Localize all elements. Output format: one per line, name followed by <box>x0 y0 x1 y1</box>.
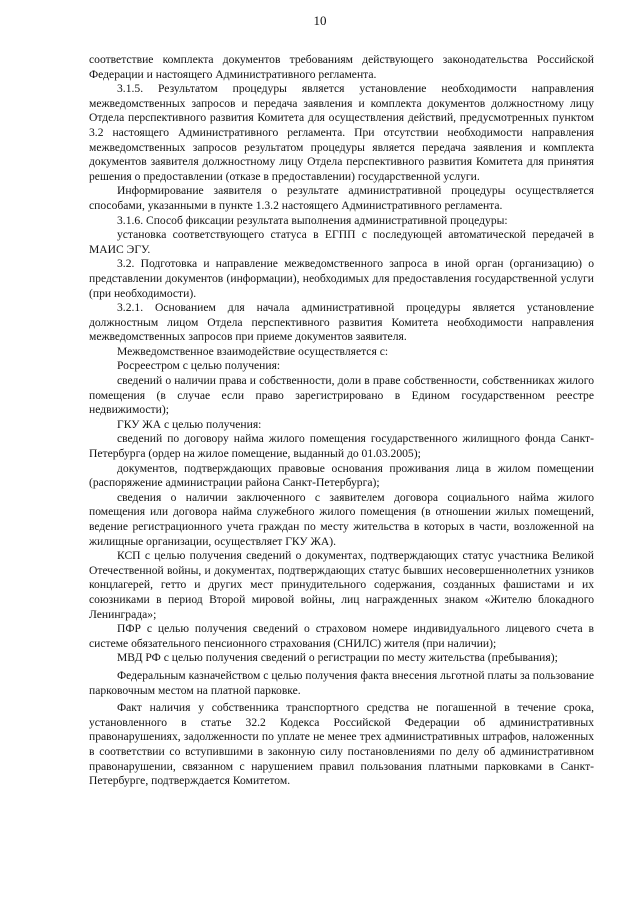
paragraph-status-setting: установка соответствующего статуса в ЕГПП с последующей автоматической передачей в МАИС ЭГУ. <box>89 228 594 256</box>
paragraph-mvd: МВД РФ с целью получения сведений о регистрации по месту жительства (пребывания); <box>117 651 558 665</box>
paragraph-rosreestr: Росреестром с целью получения: <box>117 359 281 373</box>
paragraph-ksp: КСП с целью получения сведений о документах, подтверждающих статус участника Великой Отечественной войны, и документах, подтверждающих статус бывших несовершеннолетних узников концлагерей, гетто и других мест принудительного содержания, созданных фашистами и их союзниками в период Второй мировой войны, лиц награжденных знаком «Жителю блокадного Ленинграда»; <box>89 549 594 621</box>
paragraph-residence-documents: документов, подтверждающих правовые основания проживания лица в жилом помещении (распоряжение администрации района Санкт-Петербурга); <box>89 461 594 490</box>
document-body <box>89 53 594 789</box>
paragraph-3-1-5: 3.1.5. Результатом процедуры является установление необходимости направления межведомственных запросов и передача заявления и комплекта документов должностному лицу Отдела перспективного развития Комитета для осуществления действий, предусмотренных пунктом 3.2 настоящего Административного регламента. При отсутствии необходимости направления межведомственных запросов результатом процедуры является передача заявления и комплекта документов заявителя должностному лицу Отдела перспективного развития Комитета для принятия решения о предоставлении (отказе в предоставлении) государственной услуги. <box>89 82 594 183</box>
paragraph-interaction: Межведомственное взаимодействие осуществляется с: <box>117 344 389 358</box>
paragraph-ownership: сведений о наличии права и собственности, доли в праве собственности, собственниках жилого помещения (в случае если право зарегистрировано в Едином государственном реестре недвижимости); <box>89 374 594 417</box>
paragraph-gku-zha: ГКУ ЖА с целью получения: <box>117 417 262 431</box>
paragraph-fines: Факт наличия у собственника транспортного средства не погашенной в течение срока, установленного в статье 32.2 Кодекса Российской Федерации об административных правонарушениях, задолженности по уплате не менее трех административных штрафов, наложенных в соответствии со вступившими в законную силу постановлениями по делу об административном правонарушении, связанном с нарушением правил пользования платными парковками в Санкт-Петербурге, подтверждается Комитетом. <box>89 701 594 788</box>
paragraph-informing: Информирование заявителя о результате административной процедуры осуществляется способами, указанными в пункте 1.3.2 настоящего Административного регламента. <box>89 184 594 212</box>
paragraph-1: соответствие комплекта документов требованиям действующего законодательства Российской Федерации и настоящего Административного регламента. <box>89 53 594 81</box>
paragraph-social-lease: сведения о наличии заключенного с заявителем договора социального найма жилого помещения или договора найма служебного жилого помещения (в отношении жилых помещений, ведение регистрационного учета граждан по месту жительства в которых в части, возложенной на жилищные организации, осуществляет ГКУ ЖА). <box>89 490 594 548</box>
page-number: 10 <box>313 13 327 28</box>
paragraph-3-1-6: 3.1.6. Способ фиксации результата выполнения административной процедуры: <box>117 213 508 227</box>
paragraph-3-2: 3.2. Подготовка и направление межведомственного запроса в иной орган (организацию) о представлении документов (информации), необходимых для предоставления государственной услуги (при необходимости). <box>89 257 594 300</box>
paragraph-pfr: ПФР с целью получения сведений о страховом номере индивидуального лицевого счета в системе обязательного пенсионного страхования (СНИЛС) жителя (при наличии); <box>89 622 594 650</box>
paragraph-lease-agreement: сведений по договору найма жилого помещения государственного жилищного фонда Санкт-Петербурга (ордер на жилое помещение, выданный до 01.03.2005); <box>89 432 594 461</box>
paragraph-treasury: Федеральным казначейством с целью получения факта внесения льготной платы за пользование парковочным местом на платной парковке. <box>89 668 594 697</box>
paragraph-3-2-1: 3.2.1. Основанием для начала административной процедуры является установление должностным лицом Отдела перспективного развития Комитета необходимости направления межведомственных запросов при приеме документов заявителя. <box>89 301 594 344</box>
